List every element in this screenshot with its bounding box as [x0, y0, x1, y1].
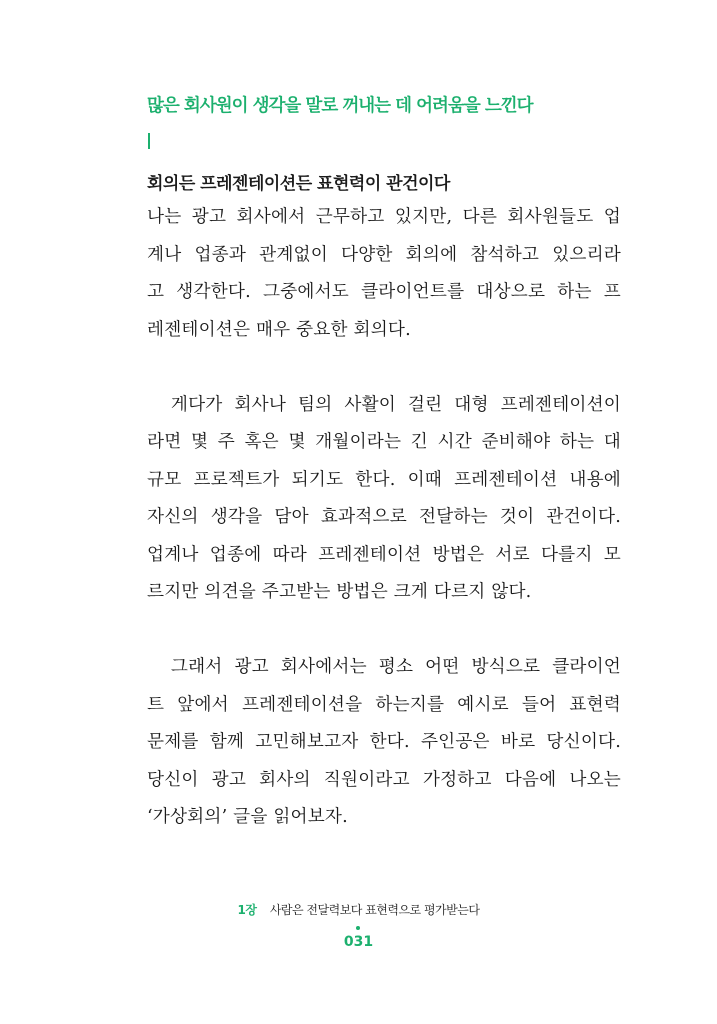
chapter-title: 사람은 전달력보다 표현력으로 평가받는다 — [269, 903, 480, 917]
page-number: 031 — [343, 934, 374, 950]
text-line: 트 앞에서 프레젠테이션을 하는지를 예시로 들어 표현력 — [147, 694, 621, 715]
text-line: 당신이 광고 회사의 직원이라고 가정하고 다음에 나오는 — [147, 769, 621, 790]
text-line: ‘가상회의’ 글을 읽어보자. — [147, 807, 348, 827]
text-line: 업계나 업종에 따라 프레젠테이션 방법은 서로 다를지 모 — [147, 544, 621, 565]
text-line: 문제를 함께 고민해보고자 한다. 주인공은 바로 당신이다. — [147, 732, 621, 752]
paragraph — [147, 649, 621, 837]
title-divider-bar — [148, 133, 150, 149]
paragraph — [147, 199, 621, 349]
text-line: 계나 업종과 관계없이 다양한 회의에 참석하고 있으리라 — [147, 244, 621, 265]
body-text — [147, 199, 621, 874]
text-line: 규모 프로젝트가 되기도 한다. 이때 프레젠테이션 내용에 — [147, 469, 621, 490]
text-line: 르지만 의견을 주고받는 방법은 크게 다르지 않다. — [147, 582, 532, 602]
subtitle: 회의든 프레젠테이션든 표현력이 관건이다 — [147, 174, 450, 194]
chapter-number: 1장 — [237, 903, 257, 917]
text-line: 게다가 회사나 팀의 사활이 걸린 대형 프레젠테이션이 — [147, 394, 621, 415]
running-footer — [0, 901, 717, 918]
text-line: 그래서 광고 회사에서는 평소 어떤 방식으로 클라이언 — [147, 657, 621, 677]
section-title: 많은 회사원이 생각을 말로 꺼내는 데 어려움을 느낀다 — [147, 96, 533, 116]
text-line: 레젠테이션은 매우 중요한 회의다. — [147, 319, 411, 340]
text-line: 자신의 생각을 담아 효과적으로 전달하는 것이 관건이다. — [147, 507, 621, 527]
paragraph — [147, 387, 621, 612]
text-line: 라면 몇 주 혹은 몇 개월이라는 긴 시간 준비해야 하는 대 — [147, 432, 621, 452]
text-line: 나는 광고 회사에서 근무하고 있지만, 다른 회사원들도 업 — [147, 207, 621, 227]
footer-dot-icon — [356, 926, 360, 930]
text-line: 고 생각한다. 그중에서도 클라이언트를 대상으로 하는 프 — [147, 282, 621, 302]
